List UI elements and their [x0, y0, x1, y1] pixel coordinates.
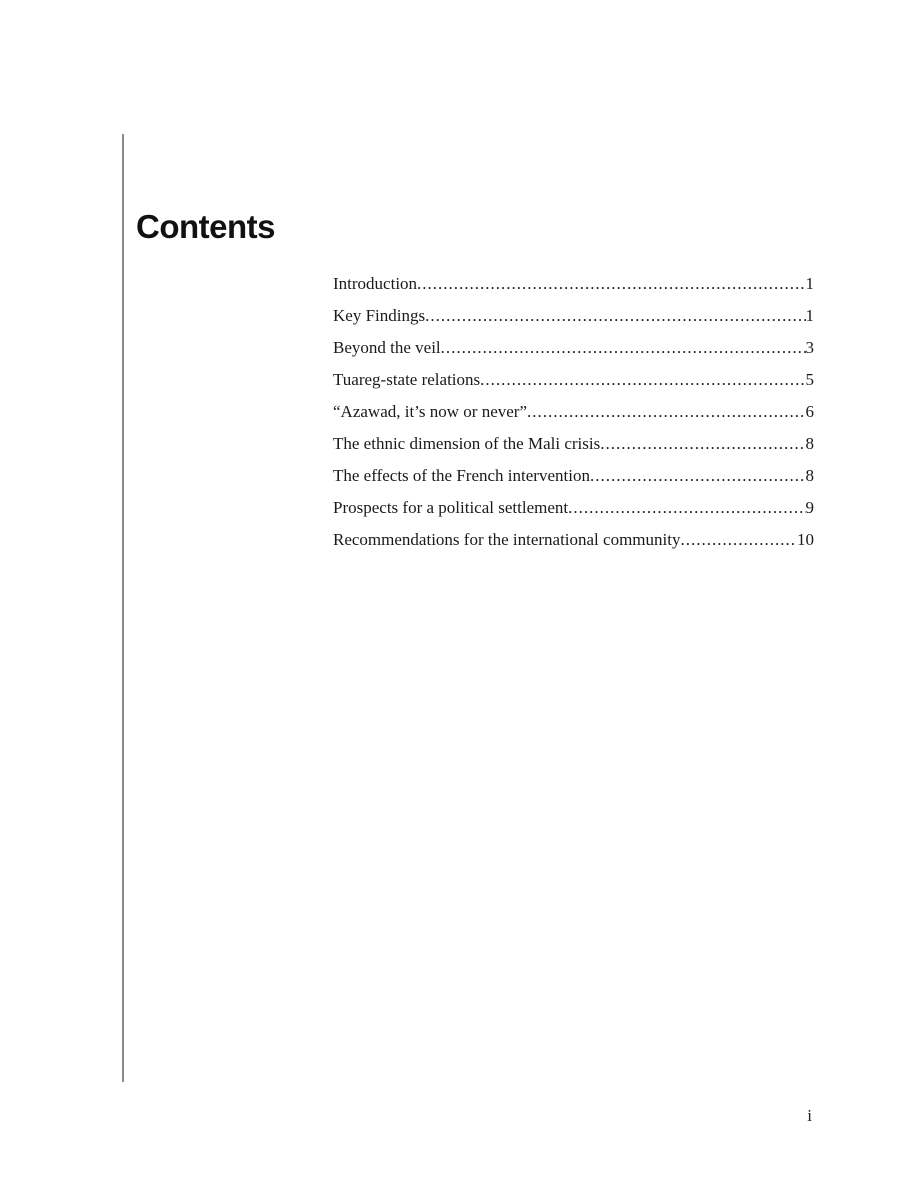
toc-entry-page: 8: [805, 434, 814, 453]
toc-entry-title: Beyond the veil: [333, 338, 441, 357]
toc-dot-leader: [527, 396, 805, 428]
toc-entry[interactable]: [333, 492, 814, 524]
page-number: i: [807, 1106, 812, 1125]
toc-entry-title: “Azawad, it’s now or never”: [333, 402, 528, 421]
toc-entry-title: The ethnic dimension of the Mali crisis: [333, 434, 601, 453]
toc-dot-leader: [480, 364, 805, 396]
toc-entry[interactable]: [333, 332, 814, 364]
vertical-margin-rule: [122, 134, 124, 1082]
toc-entry-title: Recommendations for the international community: [333, 530, 681, 549]
toc-entry-title: Key Findings: [333, 306, 426, 325]
contents-heading: Contents: [136, 208, 275, 245]
toc-dot-leader: [417, 268, 805, 300]
toc-entry[interactable]: [333, 428, 814, 460]
toc-entry-page: 1: [805, 274, 814, 293]
toc-entry-page: 8: [805, 466, 814, 485]
toc-entry-page: 6: [805, 402, 814, 421]
toc-entry-title: The effects of the French intervention: [333, 466, 590, 485]
toc-dot-leader: [425, 300, 805, 332]
toc-entry[interactable]: [333, 524, 814, 556]
toc-dot-leader: [600, 428, 805, 460]
toc-entry-title: Tuareg-state relations: [333, 370, 481, 389]
toc-dot-leader: [590, 460, 806, 492]
toc-entry-page: 3: [805, 338, 814, 357]
toc-entry[interactable]: [333, 396, 814, 428]
toc-dot-leader: [568, 492, 805, 524]
toc-entry[interactable]: [333, 460, 814, 492]
toc-entry-page: 1: [805, 306, 814, 325]
toc-dot-leader: [441, 332, 806, 364]
toc-entry[interactable]: [333, 364, 814, 396]
toc-entry-page: 5: [805, 370, 814, 389]
toc-entry-page: 9: [805, 498, 814, 517]
toc-entry-page: 10: [797, 530, 814, 549]
toc-entry[interactable]: [333, 268, 814, 300]
toc-dot-leader: [680, 524, 797, 556]
toc-entry[interactable]: [333, 300, 814, 332]
table-of-contents: [333, 268, 814, 556]
toc-entry-title: Prospects for a political settlement: [333, 498, 569, 517]
toc-entry-title: Introduction: [333, 274, 418, 293]
